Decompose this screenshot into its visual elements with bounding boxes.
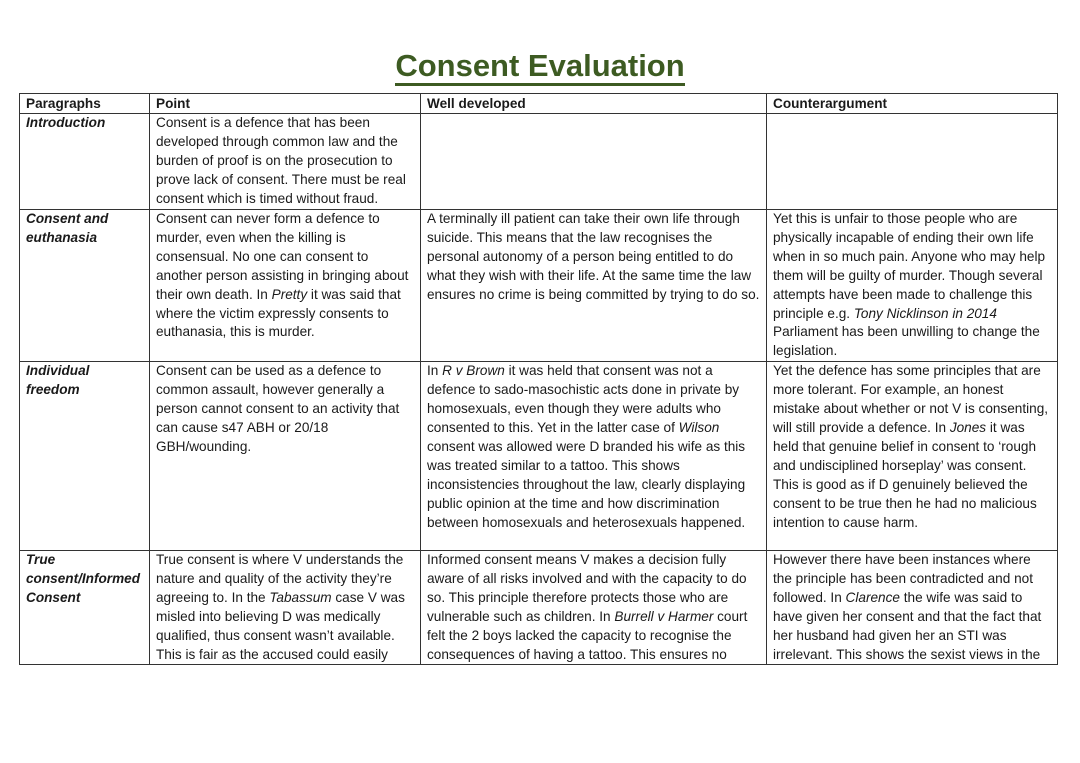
table-row	[20, 362, 1058, 551]
counterargument-cell	[767, 114, 1058, 210]
evaluation-table	[19, 93, 1058, 665]
table-header-row	[20, 94, 1058, 114]
case-name: Tony Nicklinson in 2014	[853, 305, 997, 321]
case-name: R v Brown	[442, 363, 505, 379]
header-paragraphs: Paragraphs	[20, 94, 150, 114]
counterargument-cell: Yet this is unfair to those people who are physically incapable of ending their own life when in so much pain. Anyone who may help them will be guilty of murder. Though several attempts have been made to challenge this principle e.g. Tony Nicklinson in 2014 Parliament has been unwilling to change the legislation.	[767, 210, 1058, 362]
point-cell: True consent is where V understands the nature and quality of the activity they’re agreeing to. In the Tabassum case V was misled into believing D was medically qualified, thus consent wasn’t available. This is fair as the accused could easily	[150, 551, 421, 665]
point-cell: Consent is a defence that has been developed through common law and the burden of proof is on the prosecution to prove lack of consent. There must be real consent which is timed without fraud.	[150, 114, 421, 210]
header-well-developed: Well developed	[421, 94, 767, 114]
header-point: Point	[150, 94, 421, 114]
well-developed-cell	[421, 114, 767, 210]
document-title-text: Consent Evaluation	[395, 48, 684, 86]
header-counterargument: Counterargument	[767, 94, 1058, 114]
table-row	[20, 210, 1058, 362]
case-name: Burrell v Harmer	[614, 608, 714, 624]
case-name: Wilson	[678, 419, 720, 435]
well-developed-cell: Informed consent means V makes a decision fully aware of all risks involved and with the capacity to do so. This principle therefore protects those who are vulnerable such as children. In Burrell v Harmer court felt the 2 boys lacked the capacity to recognise the consequences of having a tattoo. This ensures no	[421, 551, 767, 665]
counterargument-cell: However there have been instances where the principle has been contradicted and not followed. In Clarence the wife was said to have given her consent and that the fact that her husband had given her an STI was irrelevant. This shows the sexist views in the	[767, 551, 1058, 665]
table-row	[20, 114, 1058, 210]
point-cell: Consent can be used as a defence to common assault, however generally a person cannot consent to an activity that can cause s47 ABH or 20/18 GBH/wounding.	[150, 362, 421, 551]
paragraph-cell: Consent and euthanasia	[20, 210, 150, 362]
case-name: Clarence	[845, 590, 900, 606]
well-developed-cell: A terminally ill patient can take their own life through suicide. This means that the law recognises the personal autonomy of a person being entitled to do what they wish with their life. At the same time the law ensures no crime is being committed by trying to do so.	[421, 210, 767, 362]
counterargument-cell: Yet the defence has some principles that are more tolerant. For example, an honest mistake about whether or not V is consenting, will still provide a defence. In Jones it was held that genuine belief in consent to ‘rough and undisciplined horseplay’ was consent. This is good as if D genuinely believed the consent to be true then he had no malicious intention to cause harm.	[767, 362, 1058, 551]
paragraph-cell: Individual freedom	[20, 362, 150, 551]
well-developed-cell: In R v Brown it was held that consent was not a defence to sado-masochistic acts done in private by homosexuals, even though they were adults who consented to this. Yet in the latter case of Wilson consent was allowed were D branded his wife as this was treated similar to a tattoo. This shows inconsistencies throughout the law, clearly displaying public opinion at the time and how discrimination between homosexuals and heterosexuals happened.	[421, 362, 767, 551]
paragraph-cell: Introduction	[20, 114, 150, 210]
case-name: Tabassum	[269, 590, 332, 606]
paragraph-cell: True consent/Informed Consent	[20, 551, 150, 665]
table-row	[20, 551, 1058, 665]
case-name: Jones	[949, 419, 987, 435]
point-cell: Consent can never form a defence to murder, even when the killing is consensual. No one can consent to another person assisting in bringing about their own death. In Pretty it was said that where the victim expressly consents to euthanasia, this is murder.	[150, 210, 421, 362]
case-name: Pretty	[271, 286, 308, 302]
document-title	[0, 46, 1080, 86]
